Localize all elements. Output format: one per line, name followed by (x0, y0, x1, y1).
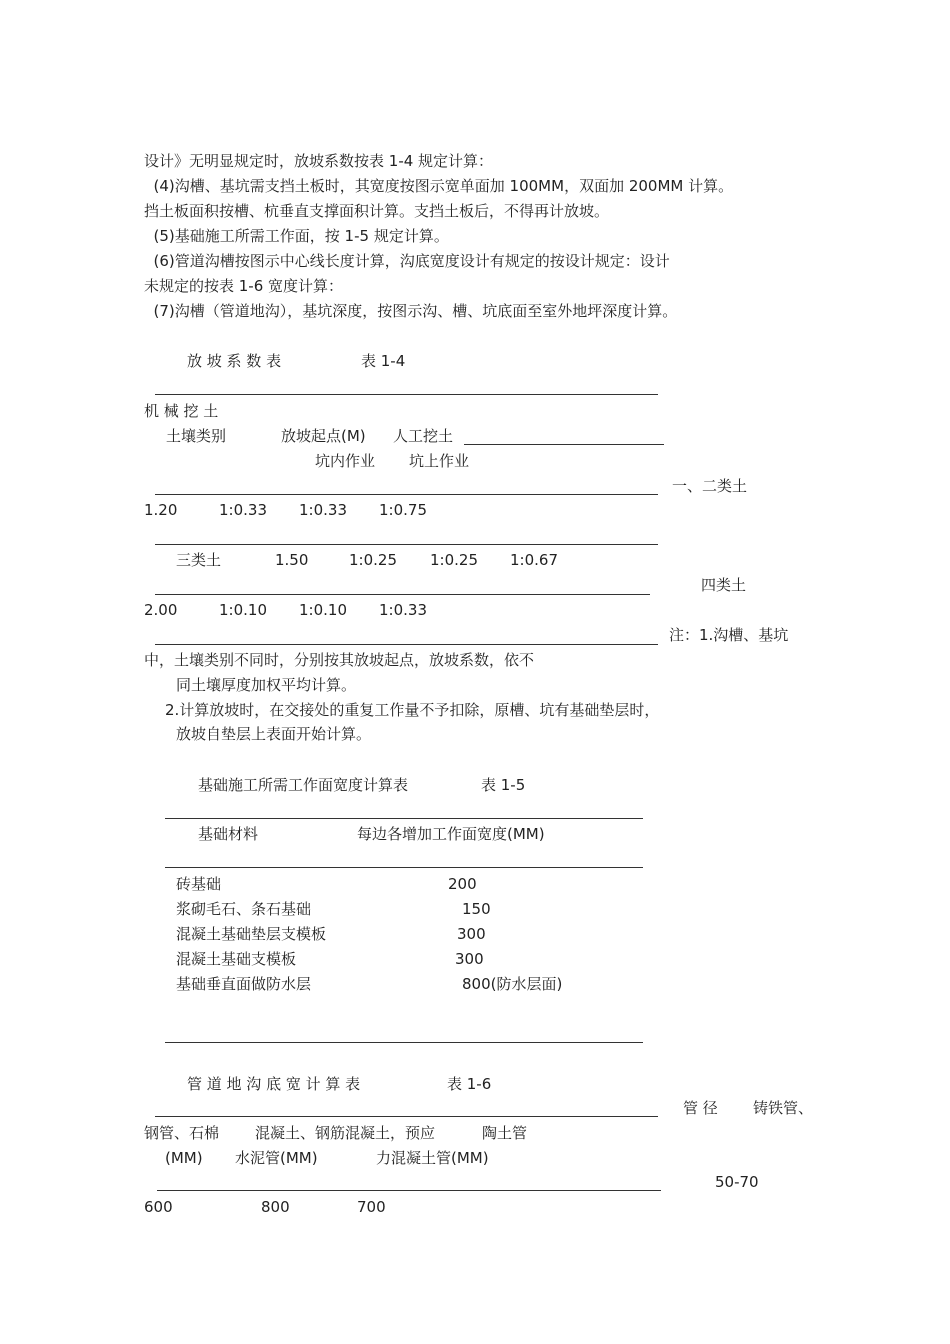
table-rule (155, 644, 658, 645)
table-cell: 1:0.75 (379, 501, 427, 519)
table-cell: 浆砌毛石、条石基础 (176, 900, 312, 918)
table-cell: 800 (261, 1198, 290, 1216)
table-rule (155, 494, 658, 495)
table-number: 表 1-5 (481, 776, 526, 794)
paragraph-line: (6)管道沟槽按图示中心线长度计算，沟底宽度设计有规定的按设计规定：设计 (144, 252, 670, 270)
paragraph-line: (4)沟槽、基坑需支挡土板时，其宽度按图示宽单面加 100MM，双面加 200MM 计算。 (144, 177, 734, 195)
table-header: 放坡起点(M) (281, 427, 366, 445)
table-rule (155, 394, 658, 395)
table-cell: 四类土 (701, 576, 747, 594)
table-cell: 1:0.25 (430, 551, 478, 569)
table-number: 表 1-6 (447, 1075, 492, 1093)
table-header: 人工挖土 (393, 427, 454, 445)
table-note: 2.计算放坡时，在交接处的重复工作量不予扣除，原槽、坑有基础垫层时， (165, 701, 660, 719)
table-rule (155, 594, 650, 595)
table-cell: 300 (455, 950, 484, 968)
table-cell: 混凝土基础支模板 (176, 950, 297, 968)
table-cell: 混凝土基础垫层支模板 (176, 925, 327, 943)
table-note: 中，土壤类别不同时，分别按其放坡起点，放坡系数，依不 (144, 651, 535, 669)
table-rule (165, 818, 643, 819)
table-rule (165, 1042, 643, 1043)
table-cell: 200 (448, 875, 477, 893)
table-header: 管 径 (683, 1099, 718, 1117)
table-cell: 1:0.33 (219, 501, 267, 519)
paragraph-line: (5)基础施工所需工作面，按 1-5 规定计算。 (144, 227, 449, 245)
table-header: 坑上作业 (409, 452, 470, 470)
table-cell: 1:0.67 (510, 551, 558, 569)
table-title: 管 道 地 沟 底 宽 计 算 表 (187, 1075, 361, 1093)
table-cell: 1:0.10 (299, 601, 347, 619)
table-note: 注：1.沟槽、基坑 (669, 626, 789, 644)
table-header: (MM) (165, 1149, 203, 1167)
table-cell: 三类土 (176, 551, 222, 569)
table-cell: 300 (457, 925, 486, 943)
table-cell: 150 (462, 900, 491, 918)
table-header: 钢管、石棉 (144, 1124, 220, 1142)
table-rule (155, 1116, 658, 1117)
table-title: 放 坡 系 数 表 (187, 352, 282, 370)
paragraph-line: 设计》无明显规定时，放坡系数按表 1-4 规定计算： (144, 152, 494, 170)
table-header: 力混凝土管(MM) (376, 1149, 489, 1167)
table-rule (464, 444, 664, 445)
table-header: 坑内作业 (315, 452, 376, 470)
table-number: 表 1-4 (361, 352, 406, 370)
table-rule (157, 1190, 661, 1191)
table-header: 水泥管(MM) (235, 1149, 318, 1167)
table-note: 放坡自垫层上表面开始计算。 (176, 725, 372, 743)
table-cell: 基础垂直面做防水层 (176, 975, 312, 993)
table-cell: 砖基础 (176, 875, 222, 893)
paragraph-line: (7)沟槽（管道地沟），基坑深度，按图示沟、槽、坑底面至室外地坪深度计算。 (144, 302, 678, 320)
table-cell: 1:0.33 (299, 501, 347, 519)
table-note: 同土壤厚度加权平均计算。 (176, 676, 357, 694)
table-header: 机 械 挖 土 (144, 402, 219, 420)
table-cell: 一、二类土 (672, 477, 748, 495)
table-header: 混凝土、钢筋混凝土，预应 (255, 1124, 436, 1142)
table-cell: 1:0.33 (379, 601, 427, 619)
paragraph-line: 未规定的按表 1-6 宽度计算： (144, 277, 344, 295)
table-title: 基础施工所需工作面宽度计算表 (198, 776, 409, 794)
table-cell: 1:0.25 (349, 551, 397, 569)
table-cell: 2.00 (144, 601, 178, 619)
table-header: 铸铁管、 (753, 1099, 814, 1117)
table-cell: 800(防水层面) (462, 975, 563, 993)
table-cell: 600 (144, 1198, 173, 1216)
table-rule (155, 544, 658, 545)
table-rule (165, 867, 643, 868)
table-cell: 1.20 (144, 501, 178, 519)
table-header: 每边各增加工作面宽度(MM) (357, 825, 545, 843)
table-header: 基础材料 (198, 825, 259, 843)
table-cell: 1:0.10 (219, 601, 267, 619)
table-cell: 700 (357, 1198, 386, 1216)
paragraph-line: 挡土板面积按槽、杭垂直支撑面积计算。支挡土板后，不得再计放坡。 (144, 202, 610, 220)
table-cell: 50-70 (715, 1173, 759, 1191)
table-header: 陶土管 (482, 1124, 528, 1142)
table-header: 土壤类别 (166, 427, 227, 445)
table-cell: 1.50 (275, 551, 309, 569)
